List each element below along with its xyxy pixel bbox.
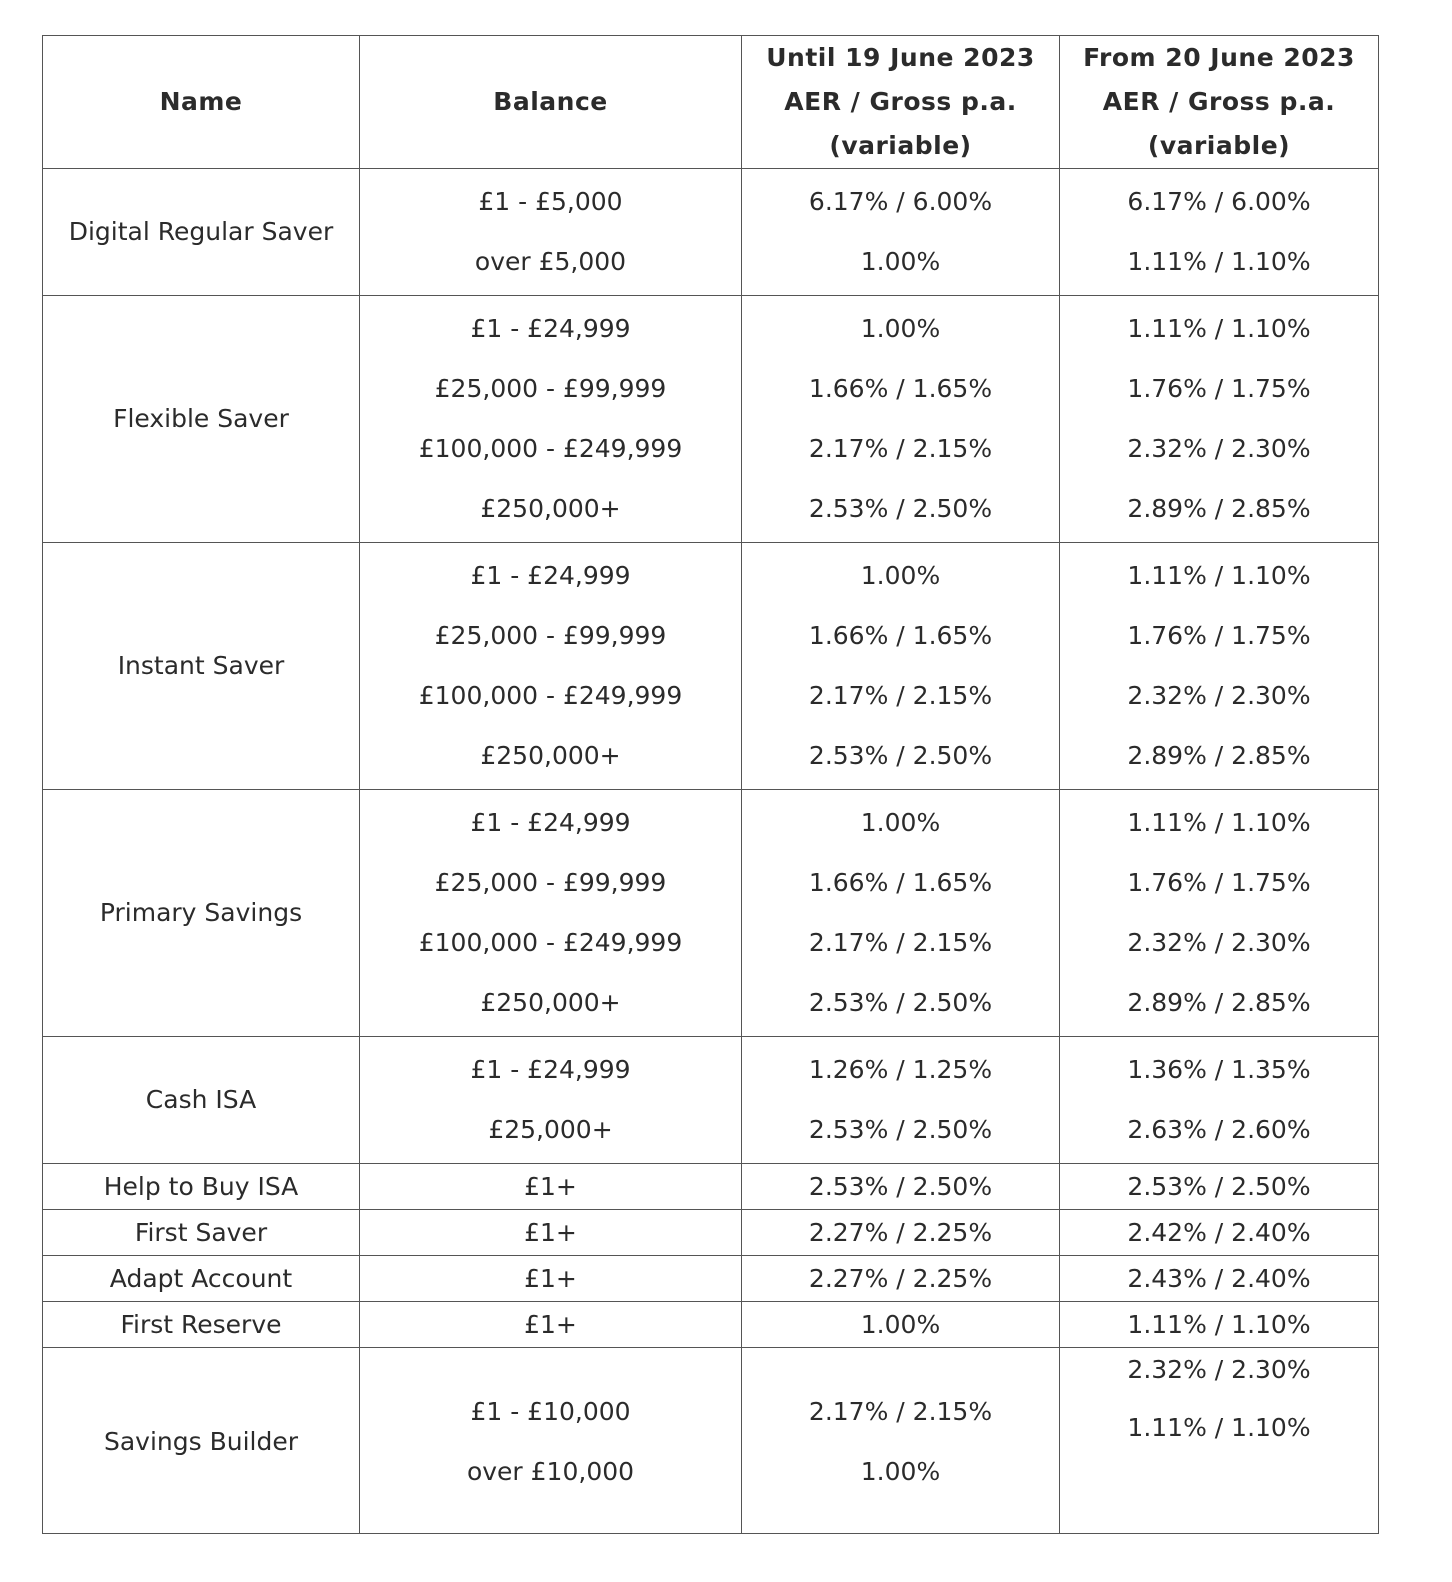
header-until-rate-type: AER / Gross p.a.	[784, 87, 1017, 116]
from-rate: 6.17% / 6.00%	[1127, 187, 1311, 216]
table-row	[43, 1348, 1379, 1534]
balance-tier: £1 - £10,000	[470, 1397, 631, 1426]
until-rate: 1.00%	[860, 1457, 941, 1486]
from-rate-cell	[1060, 543, 1379, 790]
account-name: Primary Savings	[43, 790, 360, 1037]
until-rate-cell	[742, 543, 1060, 790]
until-rate: 2.53% / 2.50%	[742, 1164, 1060, 1210]
savings-rates-table	[42, 35, 1379, 1534]
balance-cell	[360, 543, 742, 790]
account-name: Adapt Account	[43, 1256, 360, 1302]
balance-tier: £100,000 - £249,999	[418, 928, 683, 957]
balance-tier: £1 - £24,999	[470, 314, 631, 343]
balance-tier: £1+	[360, 1256, 742, 1302]
until-rate: 1.66% / 1.65%	[808, 621, 993, 650]
header-from-variable: (variable)	[1147, 131, 1291, 160]
header-until-variable: (variable)	[829, 131, 972, 160]
from-rate: 1.11% / 1.10%	[1127, 808, 1311, 837]
until-rate: 6.17% / 6.00%	[808, 187, 993, 216]
from-rate: 1.11% / 1.10%	[1127, 314, 1311, 343]
until-rate: 1.00%	[860, 808, 941, 837]
until-rate: 2.27% / 2.25%	[742, 1256, 1060, 1302]
balance-cell	[360, 1037, 742, 1164]
until-rate: 1.00%	[860, 314, 941, 343]
balance-tier: £100,000 - £249,999	[418, 434, 683, 463]
balance-tier: £1 - £24,999	[470, 808, 631, 837]
balance-tier: £250,000+	[480, 741, 621, 770]
balance-tier: £25,000+	[488, 1115, 613, 1144]
from-rate: 1.76% / 1.75%	[1127, 374, 1311, 403]
from-rate: 1.11% / 1.10%	[1060, 1302, 1379, 1348]
balance-tier: £1 - £5,000	[478, 187, 623, 216]
until-rate: 2.53% / 2.50%	[808, 1115, 993, 1144]
account-name: Help to Buy ISA	[43, 1164, 360, 1210]
from-rate: 1.76% / 1.75%	[1127, 621, 1311, 650]
balance-tier: £250,000+	[480, 988, 621, 1017]
balance-tier: £25,000 - £99,999	[434, 374, 667, 403]
until-rate: 2.53% / 2.50%	[808, 741, 993, 770]
until-rate-cell	[742, 169, 1060, 296]
until-rate: 2.53% / 2.50%	[808, 988, 993, 1017]
balance-tier: over £5,000	[474, 247, 627, 276]
table-row	[43, 1302, 1379, 1348]
from-rate: 1.36% / 1.35%	[1127, 1055, 1311, 1084]
from-rate: 1.76% / 1.75%	[1127, 868, 1311, 897]
balance-tier: £1 - £24,999	[470, 561, 631, 590]
table-row	[43, 296, 1379, 543]
until-rate-cell	[742, 296, 1060, 543]
from-rate: 2.63% / 2.60%	[1127, 1115, 1311, 1144]
until-rate: 1.66% / 1.65%	[808, 868, 993, 897]
until-rate: 2.27% / 2.25%	[742, 1210, 1060, 1256]
account-name: Digital Regular Saver	[43, 169, 360, 296]
until-rate: 2.53% / 2.50%	[808, 494, 993, 523]
until-rate: 1.00%	[742, 1302, 1060, 1348]
table-row	[43, 790, 1379, 1037]
header-from-date: From 20 June 2023	[1083, 43, 1355, 72]
until-rate: 2.17% / 2.15%	[808, 928, 993, 957]
until-rate: 1.00%	[860, 247, 941, 276]
balance-cell	[360, 296, 742, 543]
from-rate-cell	[1060, 1037, 1379, 1164]
from-rate-cell	[1060, 1348, 1379, 1534]
account-name: Savings Builder	[43, 1348, 360, 1534]
until-rate: 2.17% / 2.15%	[808, 1397, 993, 1426]
from-rate: 2.32% / 2.30%	[1127, 434, 1311, 463]
from-rate: 2.43% / 2.40%	[1060, 1256, 1379, 1302]
header-balance: Balance	[360, 36, 742, 169]
until-rate-cell	[742, 1037, 1060, 1164]
table-row	[43, 1256, 1379, 1302]
table-row	[43, 1164, 1379, 1210]
balance-tier: £100,000 - £249,999	[418, 681, 683, 710]
from-rate: 2.32% / 2.30%	[1127, 1355, 1311, 1384]
balance-cell	[360, 1348, 742, 1534]
from-rate-cell	[1060, 790, 1379, 1037]
account-name: Instant Saver	[43, 543, 360, 790]
from-rate-cell	[1060, 296, 1379, 543]
from-rate-cell	[1060, 169, 1379, 296]
until-rate: 2.17% / 2.15%	[808, 434, 993, 463]
until-rate-cell	[742, 1348, 1060, 1534]
table-row	[43, 1037, 1379, 1164]
until-rate: 1.66% / 1.65%	[808, 374, 993, 403]
balance-tier: £250,000+	[480, 494, 621, 523]
balance-cell	[360, 790, 742, 1037]
balance-tier: £25,000 - £99,999	[434, 868, 667, 897]
header-row	[43, 36, 1379, 169]
until-rate: 2.17% / 2.15%	[808, 681, 993, 710]
header-name: Name	[43, 36, 360, 169]
account-name: Flexible Saver	[43, 296, 360, 543]
balance-tier: £1 - £24,999	[470, 1055, 631, 1084]
account-name: Cash ISA	[43, 1037, 360, 1164]
until-rate: 1.00%	[860, 561, 941, 590]
from-rate: 2.89% / 2.85%	[1127, 741, 1311, 770]
from-rate: 1.11% / 1.10%	[1127, 561, 1311, 590]
table-row	[43, 1210, 1379, 1256]
header-until	[742, 36, 1060, 169]
account-name: First Saver	[43, 1210, 360, 1256]
header-until-date: Until 19 June 2023	[766, 43, 1035, 72]
from-rate: 2.53% / 2.50%	[1060, 1164, 1379, 1210]
from-rate: 2.89% / 2.85%	[1127, 494, 1311, 523]
account-name: First Reserve	[43, 1302, 360, 1348]
table-row	[43, 543, 1379, 790]
balance-cell	[360, 169, 742, 296]
from-rate: 2.32% / 2.30%	[1127, 681, 1311, 710]
until-rate-cell	[742, 790, 1060, 1037]
from-rate: 2.89% / 2.85%	[1127, 988, 1311, 1017]
until-rate: 1.26% / 1.25%	[808, 1055, 993, 1084]
from-rate: 1.11% / 1.10%	[1127, 247, 1311, 276]
from-rate: 1.11% / 1.10%	[1127, 1413, 1311, 1442]
balance-tier: over £10,000	[466, 1457, 635, 1486]
balance-tier: £1+	[360, 1164, 742, 1210]
header-from-rate-type: AER / Gross p.a.	[1102, 87, 1336, 116]
from-rate: 2.32% / 2.30%	[1127, 928, 1311, 957]
from-rate: 2.42% / 2.40%	[1060, 1210, 1379, 1256]
balance-tier: £1+	[360, 1302, 742, 1348]
header-from	[1060, 36, 1379, 169]
table-row	[43, 169, 1379, 296]
balance-tier: £1+	[360, 1210, 742, 1256]
balance-tier: £25,000 - £99,999	[434, 621, 667, 650]
